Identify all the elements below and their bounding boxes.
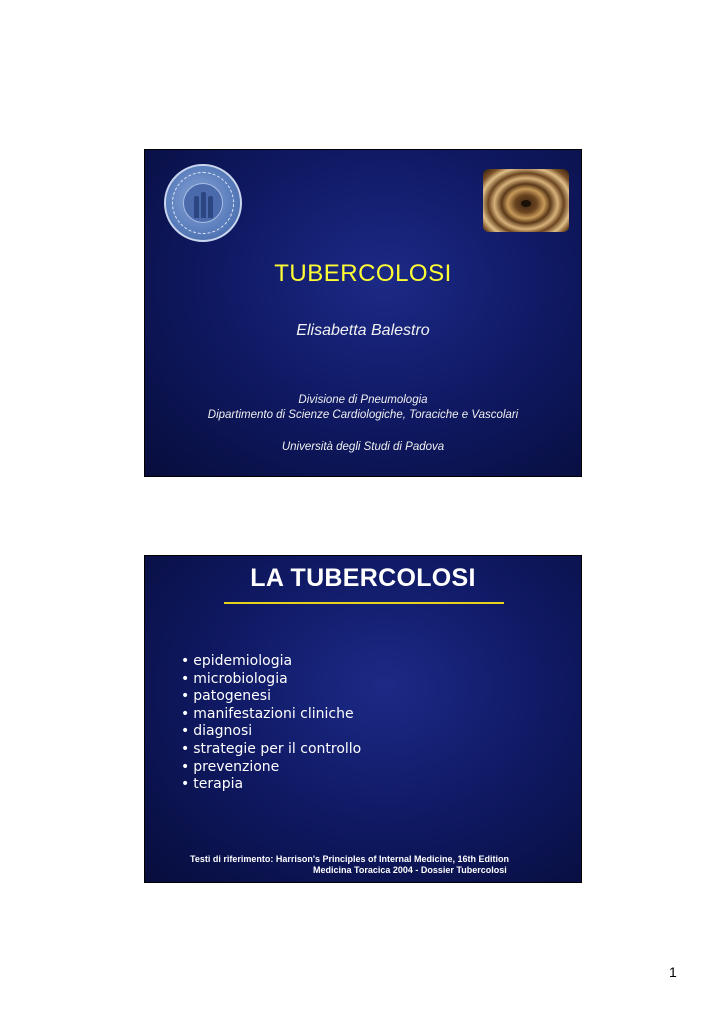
reference-harrison: Testi di riferimento: Harrison's Principles of Internal Medicine, 16th Edition (190, 854, 510, 864)
division-name: Divisione di Pneumologia (298, 394, 428, 406)
seal-figure (208, 196, 213, 218)
slide-outline (144, 555, 582, 883)
list-item: • patogenesi (181, 688, 271, 705)
list-item: • epidemiologia (181, 653, 293, 669)
reference-medicina-toracica: Medicina Toracica 2004 - Dossier Tubercolosi (313, 865, 507, 875)
seal-figure (201, 192, 206, 218)
list-item: • manifestazioni cliniche (181, 705, 354, 722)
topic-list (181, 653, 361, 794)
list-item: • strategie per il controllo (181, 740, 362, 757)
department-name: Dipartimento di Scienze Cardiologiche, Toraciche e Vascolari (207, 409, 519, 421)
university-seal-image (164, 164, 242, 242)
list-item: • microbiologia (181, 670, 288, 687)
university-name: Università degli Studi di Padova (281, 441, 445, 453)
slide-heading: LA TUBERCOLOSI (250, 564, 476, 592)
list-item: • diagnosi (181, 723, 253, 740)
list-item: • terapia (181, 776, 244, 793)
theatre-center (521, 200, 531, 207)
heading-underline (224, 602, 504, 604)
presentation-title: TUBERCOLOSI (274, 260, 452, 287)
list-item: • prevenzione (181, 758, 280, 775)
seal-figure (194, 196, 199, 218)
anatomical-theatre-image (483, 169, 569, 232)
author-name: Elisabetta Balestro (296, 322, 430, 339)
slide-title (144, 149, 582, 477)
page-number: 1 (669, 964, 677, 980)
